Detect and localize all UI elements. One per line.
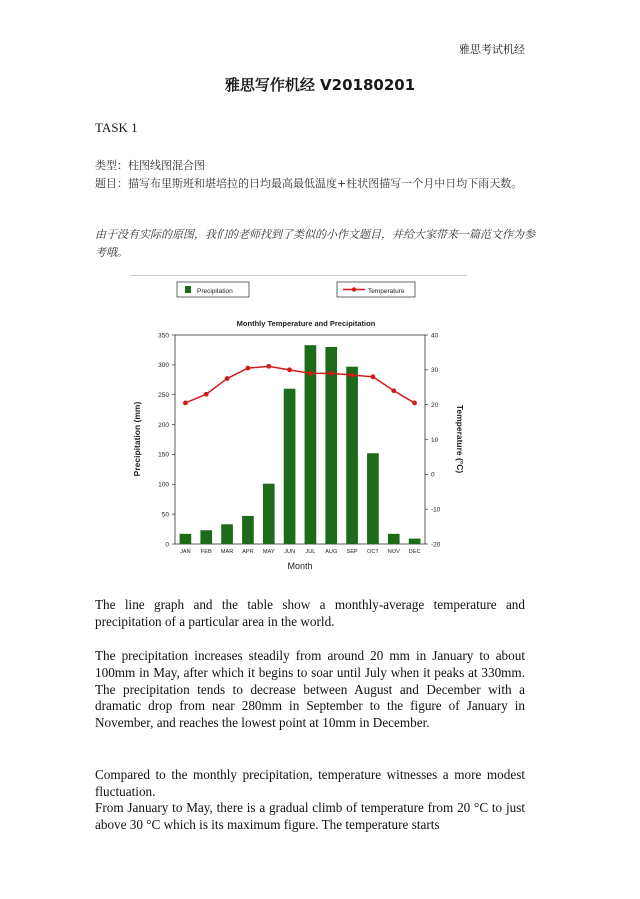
temperature-point-dec	[412, 401, 417, 406]
x-tick-label: MAY	[262, 549, 275, 555]
chart-title: Monthly Temperature and Precipitation	[236, 319, 376, 328]
temperature-point-may	[266, 364, 271, 369]
bar-apr	[242, 516, 254, 544]
y-left-tick-label: 50	[161, 511, 169, 519]
paragraph-3: Compared to the monthly precipitation, temperature witnesses a more modest fluctuation.	[95, 767, 525, 799]
temperature-point-aug	[329, 371, 334, 376]
bar-aug	[325, 347, 337, 544]
y-right-tick-label: 30	[431, 367, 439, 375]
x-tick-label: OCT	[367, 549, 379, 555]
legend-label-precipitation: Precipitation	[197, 288, 233, 295]
plot-frame	[175, 335, 425, 544]
y-right-tick-label: -10	[431, 506, 441, 514]
y-left-tick-label: 200	[158, 421, 169, 429]
x-tick-label: MAR	[220, 549, 234, 555]
editor-note: 由于没有实际的原图，我们的老师找到了类似的小作文题目，并给大家带来一篇范文作为参考哦。	[95, 228, 535, 259]
temperature-point-jun	[287, 367, 292, 372]
bar-may	[263, 484, 275, 544]
legend-swatch-precipitation	[185, 286, 191, 293]
chart	[125, 278, 485, 578]
bar-sep	[346, 367, 358, 544]
temperature-point-nov	[391, 388, 396, 393]
topic-line: 题目：描写布里斯班和堪培拉的日均最高最低温度+柱状图描写一个月中日均下雨天数。	[95, 177, 523, 190]
x-tick-label: FEB	[200, 549, 212, 555]
y-right-tick-label: 0	[431, 471, 435, 479]
y-right-axis-label: Temperature (°C)	[455, 404, 465, 474]
header-label: 雅思考试机经	[459, 43, 525, 56]
type-line: 类型：柱图线图混合图	[95, 159, 205, 172]
x-tick-label: JAN	[180, 549, 191, 555]
temperature-line	[185, 366, 414, 403]
y-left-axis-label: Precipitation (mm)	[132, 401, 142, 477]
y-left-tick-label: 250	[158, 392, 169, 400]
legend-label-temperature: Temperature	[368, 288, 405, 295]
bar-nov	[388, 534, 400, 544]
y-right-tick-label: 20	[431, 401, 439, 409]
x-tick-label: NOV	[387, 549, 400, 555]
x-axis-label: Month	[287, 561, 313, 571]
temperature-point-oct	[371, 374, 376, 379]
paragraph-4: From January to May, there is a gradual climb of temperature from 20 °C to just above 30 °C which is its maximum figure. The temperature starts	[95, 800, 525, 832]
x-tick-label: APR	[242, 549, 254, 555]
temperature-point-sep	[350, 373, 355, 378]
x-tick-label: DEC	[408, 549, 421, 555]
y-left-tick-label: 300	[158, 362, 169, 370]
temperature-point-mar	[225, 376, 230, 381]
bar-oct	[367, 453, 379, 544]
y-left-tick-label: 150	[158, 451, 169, 459]
x-tick-label: AUG	[325, 549, 338, 555]
document-title: 雅思写作机经 V20180201	[224, 76, 416, 94]
paragraph-1: The line graph and the table show a monthly-average temperature and precipitation of a particular area in the world.	[95, 597, 525, 629]
x-tick-label: JUL	[305, 549, 316, 555]
y-left-tick-label: 0	[165, 541, 169, 549]
bar-feb	[200, 530, 212, 544]
y-right-tick-label: 40	[431, 332, 439, 340]
bar-dec	[409, 539, 421, 544]
temperature-point-feb	[204, 392, 209, 397]
bar-jan	[180, 534, 192, 544]
divider	[130, 275, 467, 276]
y-right-tick-label: 10	[431, 436, 439, 444]
legend-marker-temperature	[352, 287, 356, 291]
x-tick-label: SEP	[346, 549, 358, 555]
temperature-point-jul	[308, 371, 313, 376]
bar-jun	[284, 389, 296, 544]
bar-mar	[221, 524, 233, 544]
y-right-tick-label: -20	[431, 541, 441, 549]
temperature-point-apr	[246, 366, 251, 371]
temperature-point-jan	[183, 401, 188, 406]
y-left-tick-label: 350	[158, 332, 169, 340]
y-left-tick-label: 100	[158, 481, 169, 489]
x-tick-label: JUN	[284, 549, 296, 555]
task-heading: TASK 1	[95, 120, 138, 135]
paragraph-2: The precipitation increases steadily from around 20 mm in January to about 100mm in May, after which it begins to soar until July when it peaks at 330mm. The precipitation tends to decrease between August and December with a dramatic drop from near 280mm in September to the figure of January in November, and reaches the lowest point at 10mm in December.	[95, 648, 525, 731]
